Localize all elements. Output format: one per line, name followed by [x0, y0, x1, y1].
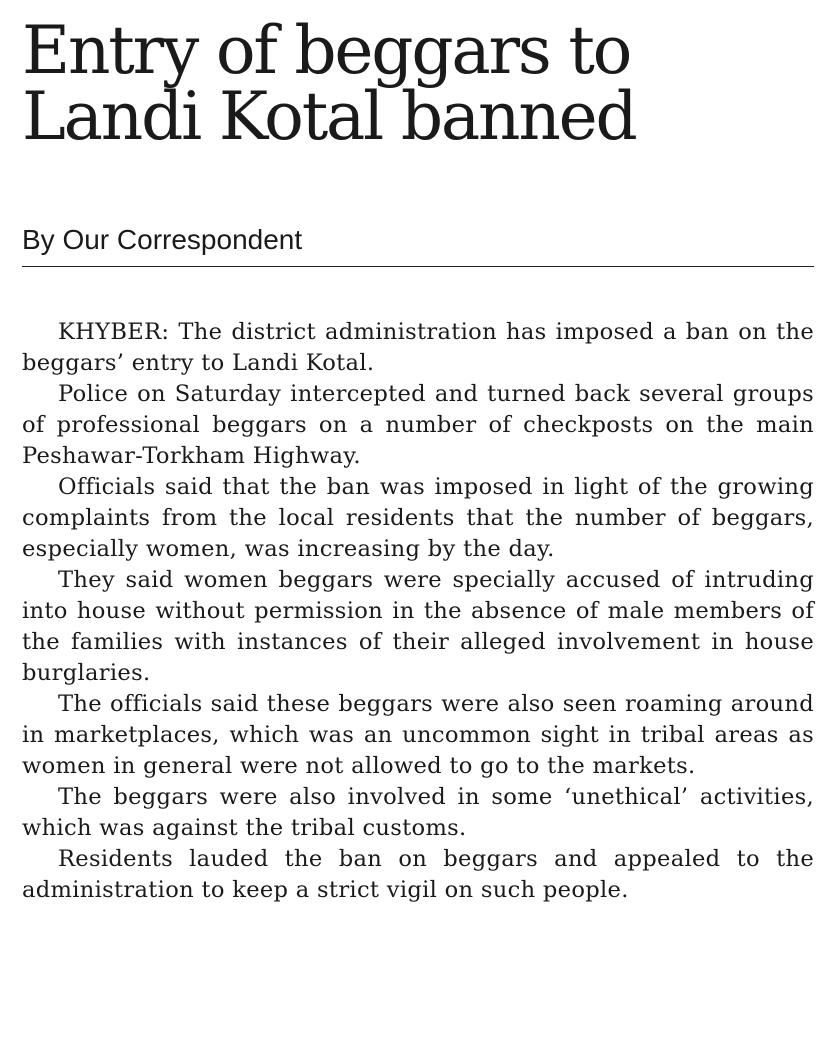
headline — [22, 12, 814, 155]
paragraph-3: Officials said that the ban was imposed in light of the growing complaints from the local residents that the number of beggars, especially women, was increasing by the day. — [22, 474, 814, 562]
paragraph-1: KHYBER: The district administration has imposed a ban on the beggars’ entry to Landi Kotal. — [22, 319, 814, 376]
paragraph-4: They said women beggars were specially accused of intruding into house without permission in the absence of male members of the families with instances of their alleged involvement in house burglaries. — [22, 567, 814, 686]
paragraph-6: The beggars were also involved in some ‘unethical’ activities, which was against the tribal customs. — [22, 784, 814, 841]
headline-line-1: Entry of beggars to — [22, 12, 631, 89]
paragraph-2: Police on Saturday intercepted and turned back several groups of professional beggars on a number of checkposts on the main Peshawar-Torkham Highway. — [22, 381, 814, 469]
headline-line-2: Landi Kotal banned — [22, 78, 636, 155]
paragraph-5: The officials said these beggars were also seen roaming around in marketplaces, which was an uncommon sight in tribal areas as women in general were not allowed to go to the markets. — [22, 691, 814, 779]
article-body — [22, 317, 814, 906]
news-article — [22, 12, 814, 906]
byline: By Our Correspondent — [22, 224, 814, 267]
paragraph-7: Residents lauded the ban on beggars and appealed to the administration to keep a strict vigil on such people. — [22, 846, 814, 903]
